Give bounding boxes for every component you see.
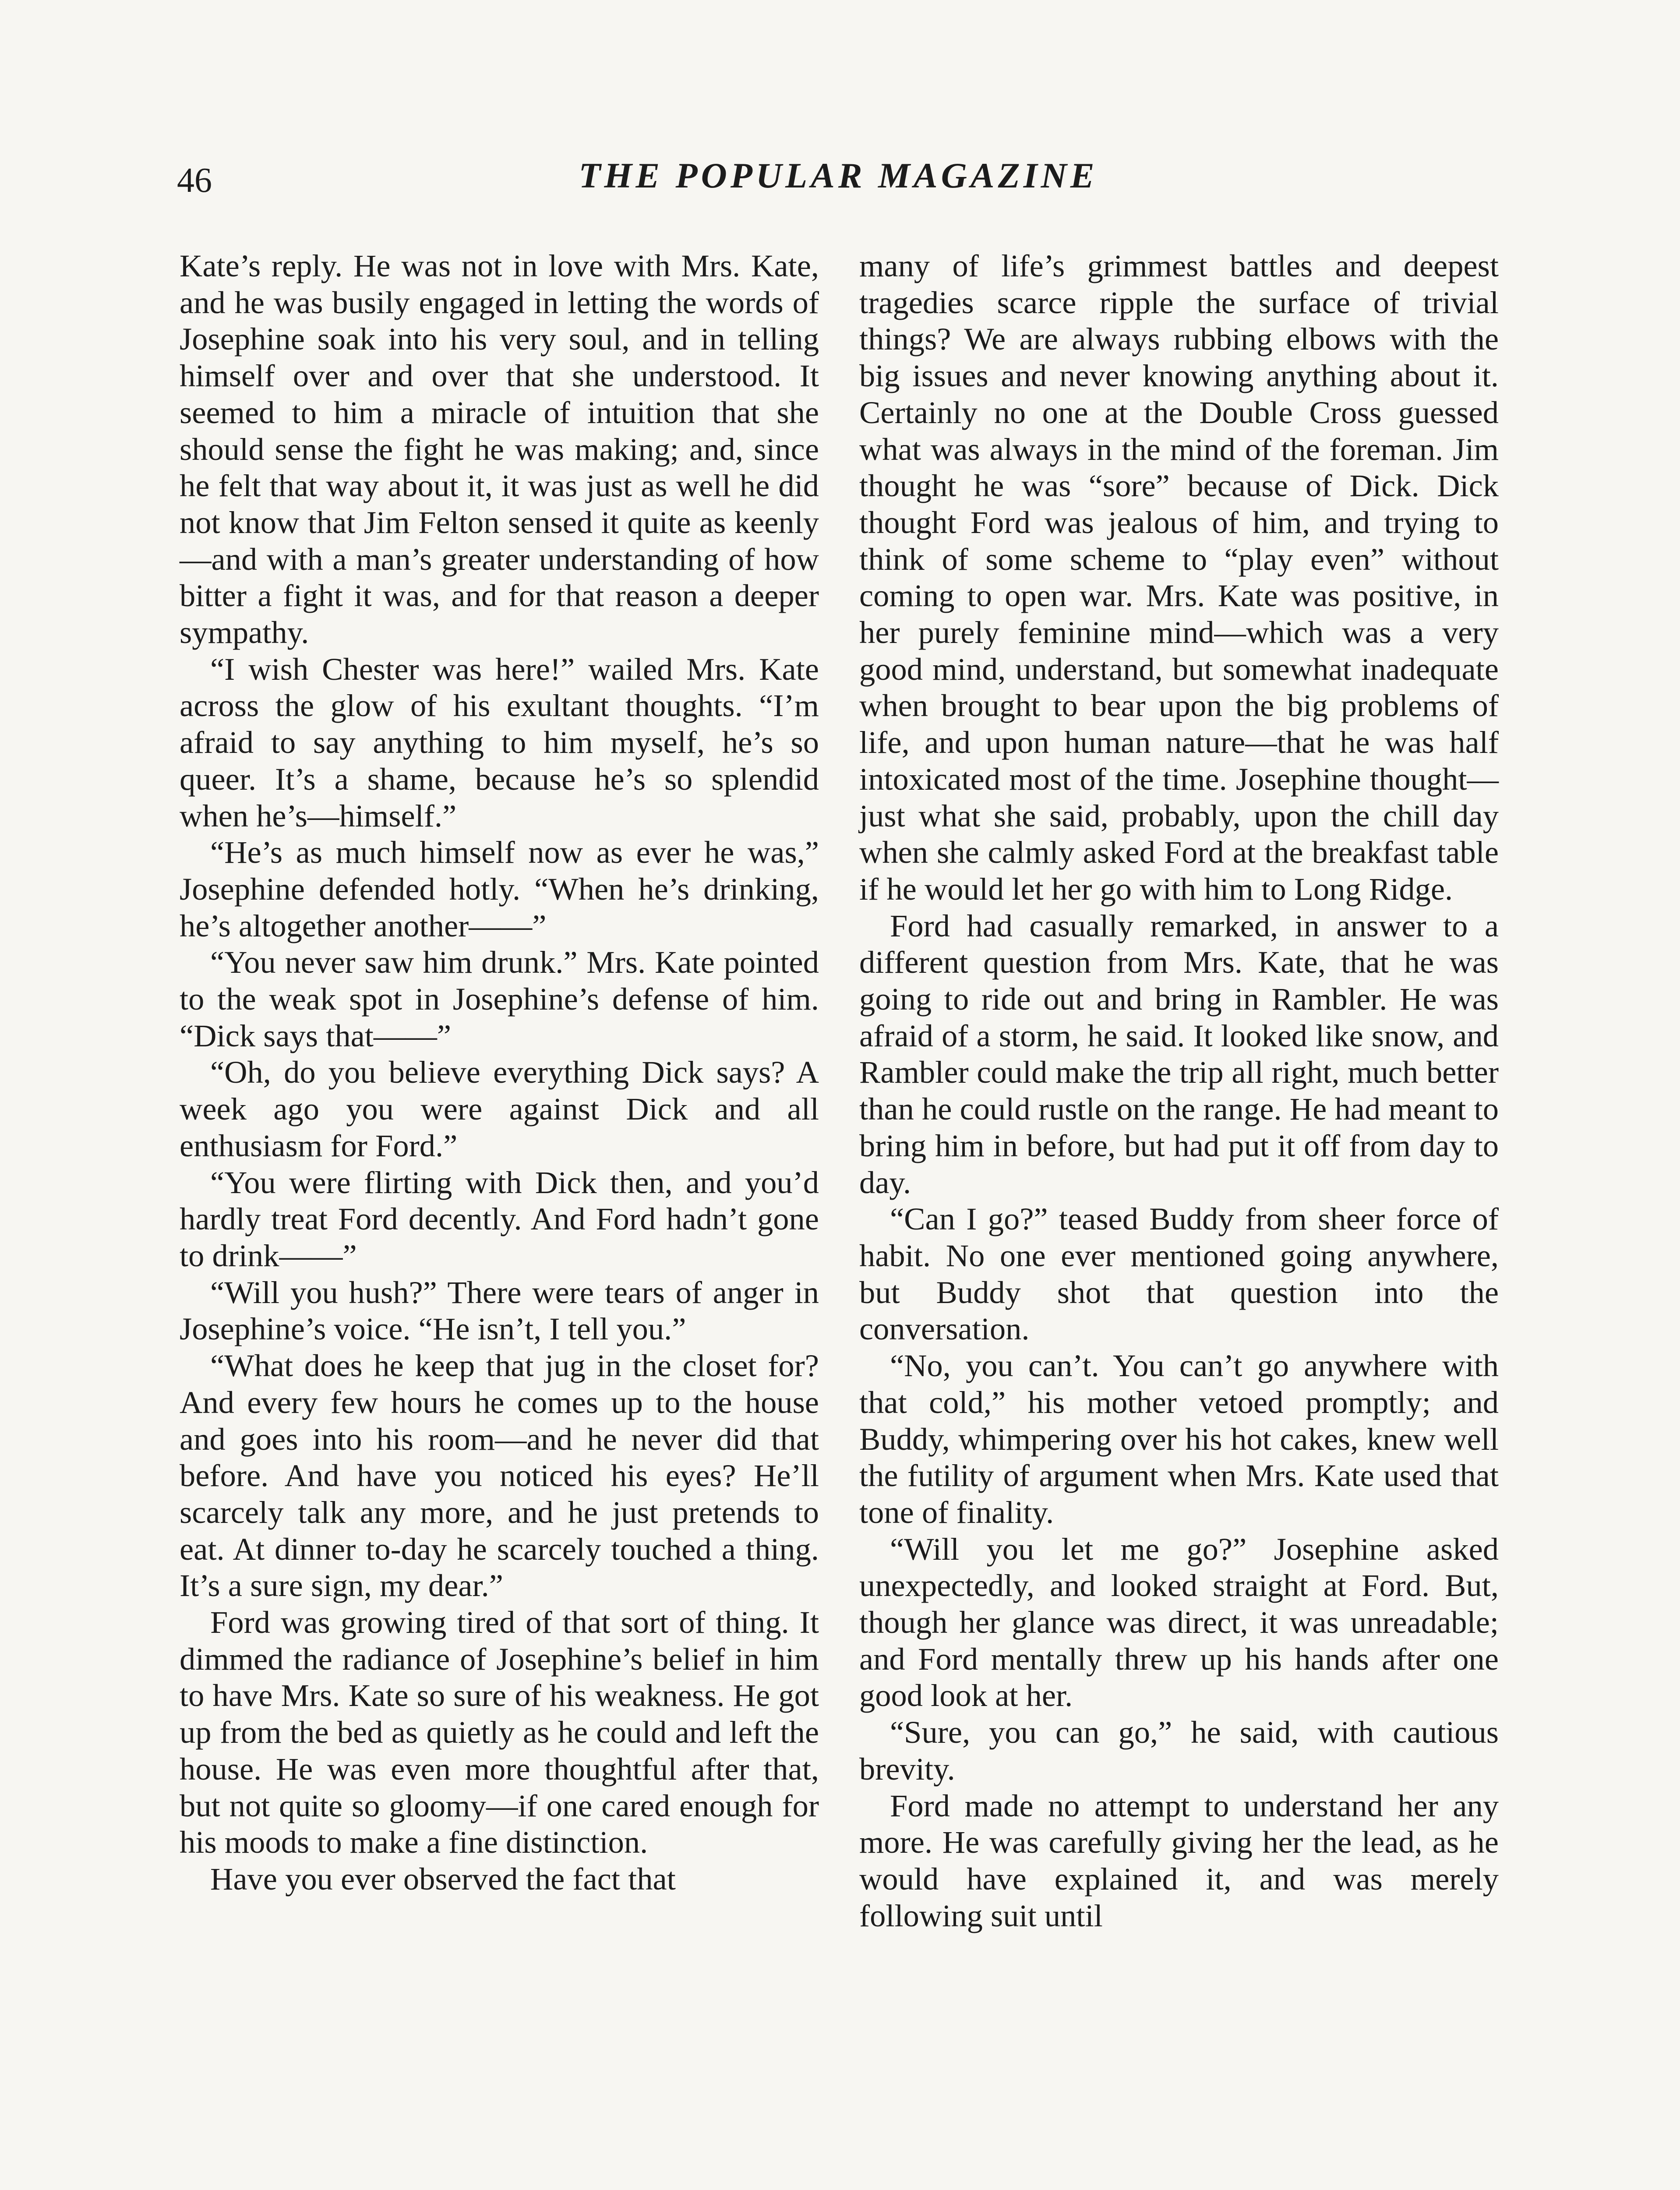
paragraph: “You were flirting with Dick then, and you’d hardly treat Ford decently. And Ford hadn’t gone to drink——” — [180, 1164, 819, 1273]
left-column — [180, 247, 819, 1897]
magazine-title: THE POPULAR MAGAZINE — [579, 155, 1098, 195]
paragraph: “Sure, you can go,” he said, with cautious brevity. — [859, 1714, 1499, 1787]
paragraph: “Can I go?” teased Buddy from sheer force of habit. No one ever mentioned going anywhere, but Buddy shot that question into the conversation. — [859, 1201, 1499, 1347]
paragraph: “Oh, do you believe everything Dick says? A week ago you were against Dick and all enthusiasm for Ford.” — [180, 1054, 819, 1163]
paragraph: many of life’s grimmest battles and deepest tragedies scarce ripple the surface of trivial things? We are always rubbing elbows with the big issues and never knowing anything about it. Certainly no one at the Double Cross guessed what was always in the mind of the foreman. Jim thought he was “sore” because of Dick. Dick thought Ford was jealous of him, and trying to think of some scheme to “play even” without coming to open war. Mrs. Kate was positive, in her purely feminine mind—which was a very good mind, understand, but somewhat inadequate when brought to bear upon the big problems of life, and upon human nature—that he was half intoxicated most of the time. Josephine thought—just what she said, probably, upon the chill day when she calmly asked Ford at the breakfast table if he would let her go with him to Long Ridge. — [859, 248, 1499, 907]
paragraph: “You never saw him drunk.” Mrs. Kate pointed to the weak spot in Josephine’s defense of him. “Dick says that——” — [180, 944, 819, 1053]
paragraph: Ford had casually remarked, in answer to a different question from Mrs. Kate, that he was going to ride out and bring in Rambler. He was afraid of a storm, he said. It looked like snow, and Rambler could make the trip all right, much better than he could rustle on the range. He had meant to bring him in before, but had put it off from day to day. — [859, 908, 1499, 1200]
paragraph: “Will you hush?” There were tears of anger in Josephine’s voice. “He isn’t, I tell you.” — [180, 1274, 819, 1347]
paragraph: Ford was growing tired of that sort of thing. It dimmed the radiance of Josephine’s belief in him to have Mrs. Kate so sure of his weakness. He got up from the bed as quietly as he could and left the house. He was even more thoughtful after that, but not quite so gloomy—if one cared enough for his moods to make a fine distinction. — [180, 1604, 819, 1860]
paragraph: “He’s as much himself now as ever he was,” Josephine defended hotly. “When he’s drinking, he’s altogether another——” — [180, 834, 819, 943]
paragraph: Kate’s reply. He was not in love with Mrs. Kate, and he was busily engaged in letting the words of Josephine soak into his very soul, and in telling himself over and over that she understood. It seemed to him a miracle of intuition that she should sense the fight he was making; and, since he felt that way about it, it was just as well he did not know that Jim Felton sensed it quite as keenly—and with a man’s greater understanding of how bitter a fight it was, and for that reason a deeper sympathy. — [180, 248, 819, 650]
page-header — [177, 155, 1500, 219]
paragraph: Ford made no attempt to understand her any more. He was carefully giving her the lead, as he would have explained it, and was merely following suit until — [859, 1787, 1499, 1933]
page-number: 46 — [177, 161, 212, 200]
paragraph: “Will you let me go?” Josephine asked unexpectedly, and looked straight at Ford. But, though her glance was direct, it was unreadable; and Ford mentally threw up his hands after one good look at her. — [859, 1531, 1499, 1713]
right-column — [859, 247, 1499, 1934]
paragraph: “I wish Chester was here!” wailed Mrs. Kate across the glow of his exultant thoughts. “I’m afraid to say anything to him myself, he’s so queer. It’s a shame, because he’s so splendid when he’s—himself.” — [180, 651, 819, 834]
paragraph: “No, you can’t. You can’t go anywhere with that cold,” his mother vetoed promptly; and Buddy, whimpering over his hot cakes, knew well the futility of argument when Mrs. Kate used that tone of finality. — [859, 1348, 1499, 1530]
paragraph: Have you ever observed the fact that — [210, 1861, 676, 1897]
paragraph: “What does he keep that jug in the closet for? And every few hours he comes up to the house and goes into his room—and he never did that before. And have you noticed his eyes? He’ll scarcely talk any more, and he just pretends to eat. At dinner to-day he scarcely touched a thing. It’s a sure sign, my dear.” — [180, 1348, 819, 1604]
